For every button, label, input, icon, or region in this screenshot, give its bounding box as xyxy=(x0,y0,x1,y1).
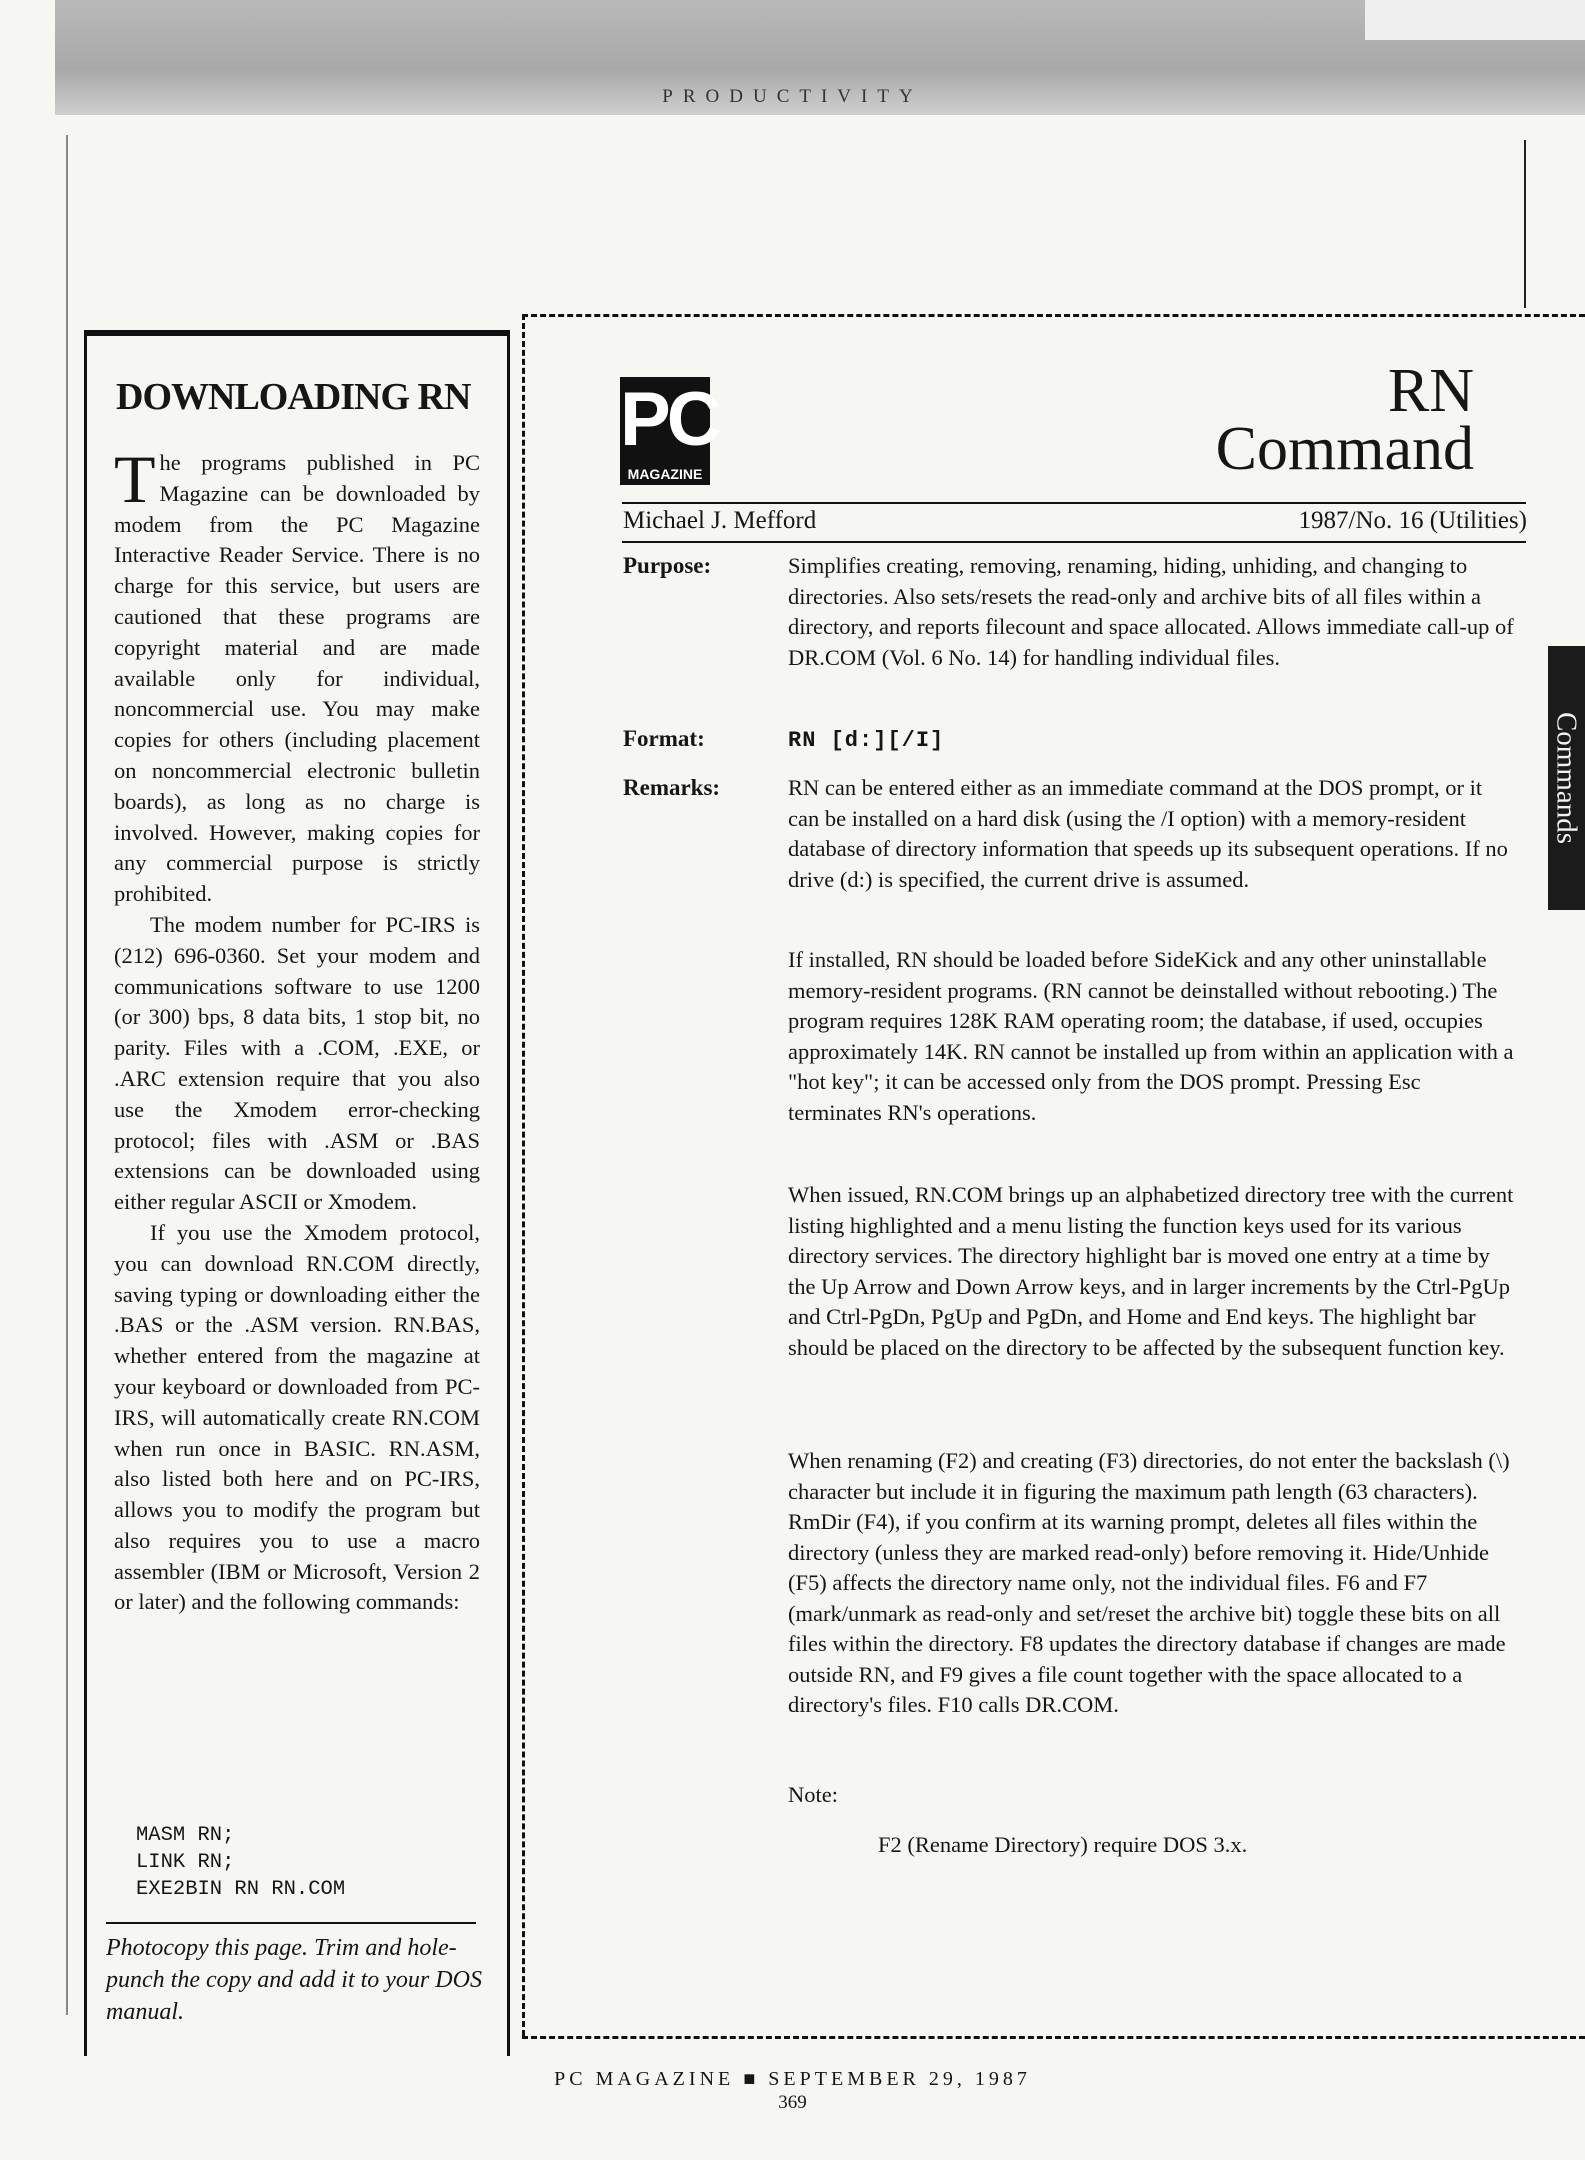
card-border-bottom xyxy=(522,2036,1585,2039)
sidebar-paragraph: If you use the Xmodem protocol, you can download RN.COM directly, saving typing or downloading either the .BAS or the .ASM version. RN.BAS, whether entered from the magazine at your keyboard or downloaded from PC-IRS, will automatically create RN.COM when run once in BASIC. RN.ASM, also listed both here and on PC-IRS, allows you to modify the program but also requires you to use a macro assembler (IBM or Microsoft, Version 2 or later) and the following commands: xyxy=(114,1219,480,1615)
format-syntax: RN [d:][/I] xyxy=(788,728,945,753)
left-margin-line xyxy=(66,135,68,2015)
assembler-commands xyxy=(136,1822,345,1903)
title-rule xyxy=(622,502,1526,504)
page-footer: PC MAGAZINE ■ SEPTEMBER 29, 1987 xyxy=(554,2068,1031,2090)
drop-cap: T xyxy=(114,441,156,517)
command-title xyxy=(1215,357,1474,483)
page-number: 369 xyxy=(778,2092,807,2113)
card-border-top xyxy=(522,314,1585,317)
remarks-paragraph: If installed, RN should be loaded before SideKick and any other uninstallable memory-resident programs. (RN cannot be deinstalled without rebooting.) The program requires 128K RAM operating room; the database, if used, occupies approximately 14K. RN cannot be installed up from within an application with a "hot key"; it can be accessed only from the DOS prompt. Pressing Esc terminates RN's operations. xyxy=(788,947,1514,1125)
remarks-paragraph: RN can be entered either as an immediate command at the DOS prompt, or it can be installed on a hard disk (using the /I option) with a memory-resident database of directory information that speeds up its subsequent operations. If no drive (d:) is specified, the current drive is assumed. xyxy=(788,775,1508,892)
commands-tab xyxy=(1548,646,1585,910)
title-line-2: Command xyxy=(1215,415,1474,483)
remarks-paragraph: When renaming (F2) and creating (F3) directories, do not enter the backslash (\) character but include it in figuring the maximum path length (63 characters). RmDir (F4), if you confirm at its warning prompt, deletes all files within the directory (unless they are marked read-only) before removing it. Hide/Unhide (F5) affects the directory name only, not the individual files. F6 and F7 (mark/unmark as read-only and set/reset the archive bit) toggle these bits on all files within the directory. F8 updates the directory database if changes are made outside RN, and F9 gives a file count together with the space allocated to a directory's files. F10 calls DR.COM. xyxy=(788,1448,1510,1717)
issue-ref: 1987/No. 16 (Utilities) xyxy=(1298,507,1527,534)
code-line: LINK RN; xyxy=(136,1851,235,1874)
format-label: Format: xyxy=(623,726,705,751)
section-header: PRODUCTIVITY xyxy=(662,86,923,107)
note-text: F2 (Rename Directory) require DOS 3.x. xyxy=(878,1832,1248,1857)
purpose-text: Simplifies creating, removing, renaming, hiding, unhiding, and changing to directories. Also sets/resets the read-only and archive bits of all files within a directory, and reports filecount and space allocated. Allows immediate call-up of DR.COM (Vol. 6 No. 14) for handling individual files. xyxy=(788,553,1514,670)
note-label: Note: xyxy=(788,1782,838,1807)
code-line: MASM RN; xyxy=(136,1824,235,1847)
title-line-1: RN xyxy=(1387,357,1474,425)
author-rule xyxy=(622,541,1526,543)
top-right-line xyxy=(1524,140,1526,308)
logo-mark: PC xyxy=(620,377,718,462)
sidebar-paragraph: The programs published in PC Magazine can be downloaded by modem from the PC Magazine Interactive Reader Service. There is no charge for this service, but users are cautioned that these programs are copyright material and are made available only for individual, noncommercial use. You may make copies for others (including placement on noncommercial electronic bulletin boards), as long as no charge is involved. However, making copies for any commercial purpose is strictly prohibited. xyxy=(114,441,480,907)
author: Michael J. Mefford xyxy=(623,507,817,534)
sidebar-body xyxy=(114,441,480,1618)
sidebar-title: DOWNLOADING RN xyxy=(116,376,471,418)
logo-subtitle: MAGAZINE xyxy=(627,466,703,482)
sidebar-paragraph: The modem number for PC-IRS is (212) 696-0360. Set your modem and communications software to use 1200 (or 300) bps, 8 data bits, 1 stop bit, no parity. Files with a .COM, .EXE, or .ARC extension require that you also use the Xmodem error-checking protocol; files with .ASM or .BAS extensions can be downloaded using either regular ASCII or Xmodem. xyxy=(114,911,480,1215)
photocopy-note: Photocopy this page. Trim and hole-punch the copy and add it to your DOS manual. xyxy=(106,1935,482,2025)
purpose-label: Purpose: xyxy=(623,553,712,578)
card-border-left xyxy=(522,314,525,2036)
sidebar-divider xyxy=(106,1922,476,1924)
tab-label: Commands xyxy=(1550,711,1583,845)
remarks-paragraph: When issued, RN.COM brings up an alphabetized directory tree with the current listing highlighted and a menu listing the function keys used for its various directory services. The directory highlight bar is moved one entry at a time by the Up Arrow and Down Arrow keys, and in larger increments by the Ctrl-PgUp and Ctrl-PgDn, PgUp and PgDn, and Home and End keys. The highlight bar should be placed on the directory to be affected by the subsequent function key. xyxy=(788,1182,1514,1360)
pc-magazine-logo xyxy=(620,377,718,485)
remarks-label: Remarks: xyxy=(623,775,721,800)
code-line: EXE2BIN RN RN.COM xyxy=(136,1878,346,1901)
